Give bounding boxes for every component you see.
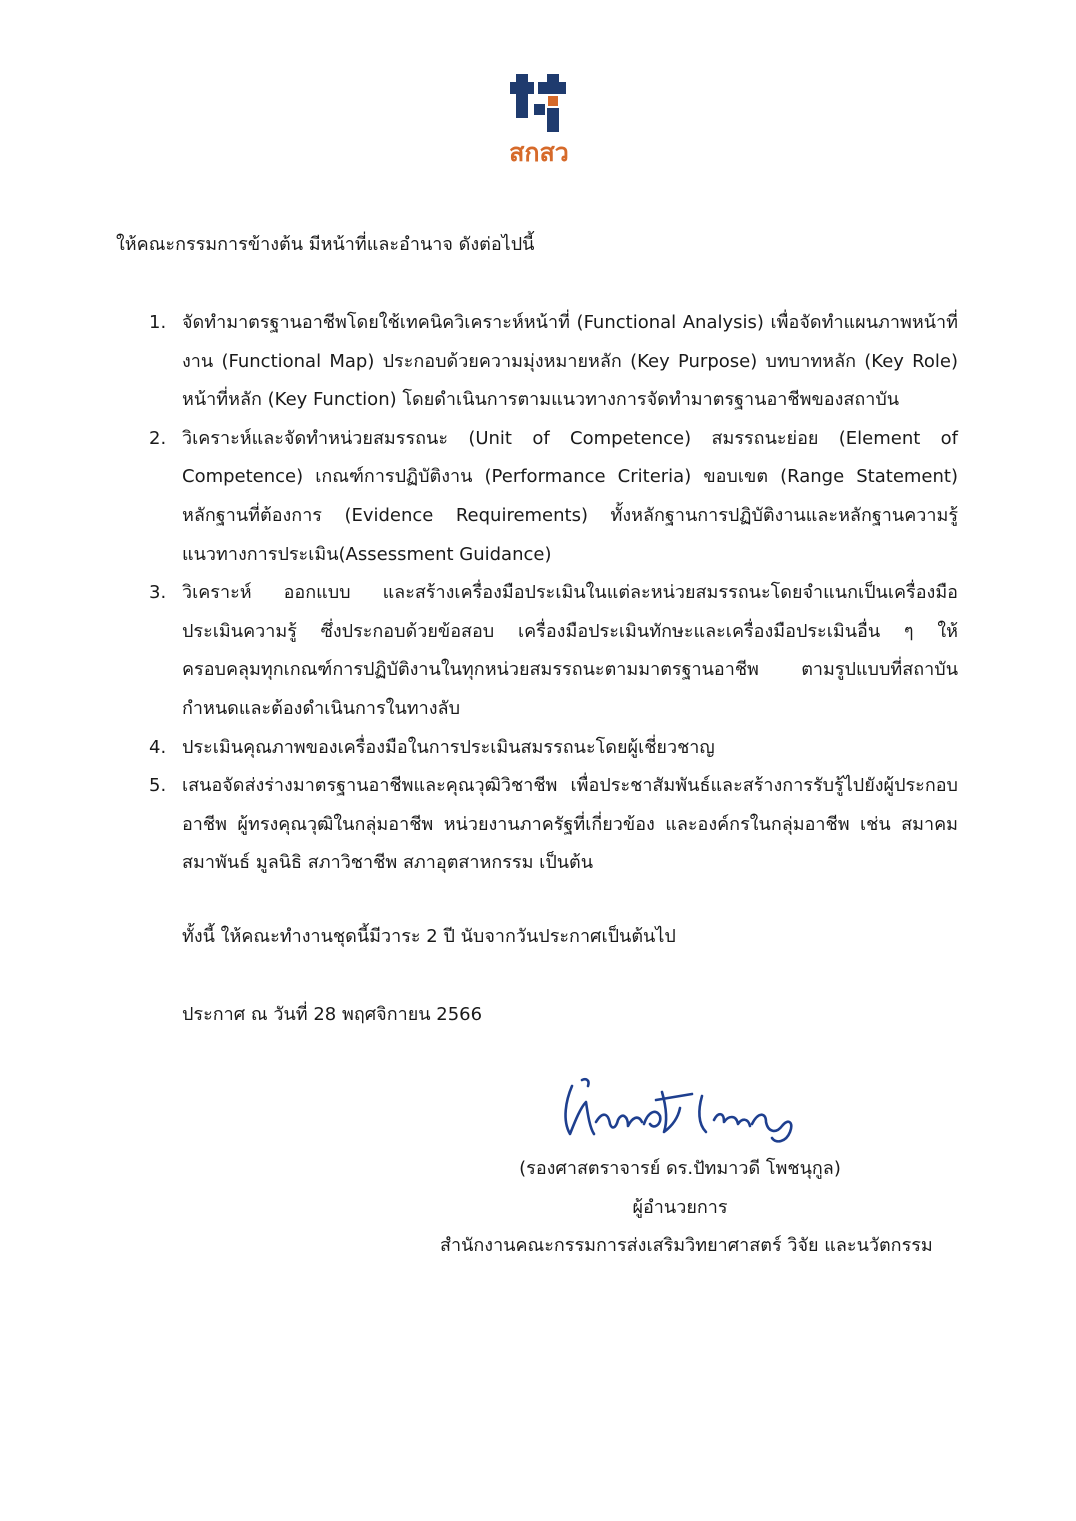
list-item xyxy=(149,767,958,883)
logo-text: สกสว xyxy=(509,139,569,167)
item-number: 2. xyxy=(149,427,167,449)
signatory-organization: สำนักงานคณะกรรมการส่งเสริมวิทยาศาสตร์ วิจัย และนวัตกรรม xyxy=(440,1235,933,1257)
item-number: 1. xyxy=(149,312,167,333)
list-item xyxy=(149,420,958,574)
duties-list xyxy=(149,304,958,883)
list-item xyxy=(149,574,958,728)
list-item xyxy=(149,304,958,420)
intro-paragraph: ให้คณะกรรมการข้างต้น มีหน้าที่และอำนาจ ดังต่อไปนี้ xyxy=(116,234,535,255)
signatory-block xyxy=(440,1150,933,1266)
handwritten-signature xyxy=(552,1072,812,1156)
list-item xyxy=(149,729,958,768)
announcement-date: ประกาศ ณ วันที่ 28 พฤศจิกายน 2566 xyxy=(182,1004,483,1025)
item-text: เสนอจัดส่งร่างมาตรฐานอาชีพและคุณวุฒิวิชาชีพ เพื่อประชาสัมพันธ์และสร้างการรับรู้ไปยังผู้ประกอบอาชีพ ผู้ทรงคุณวุฒิในกลุ่มอาชีพ หน่วยงานภาครัฐที่เกี่ยวข้อง และองค์กรในกลุ่มอาชีพ เช่น สมาคม สมาพันธ์ มูลนิธิ สภาวิชาชีพ สภาอุตสาหกรรม เป็นต้น xyxy=(182,775,958,874)
signatory-position: ผู้อำนวยการ xyxy=(632,1196,728,1218)
item-text: วิเคราะห์ ออกแบบ และสร้างเครื่องมือประเมินในแต่ละหน่วยสมรรถนะโดยจำแนกเป็นเครื่องมือประเมินความรู้ ซึ่งประกอบด้วยข้อสอบ เครื่องมือประเมินทักษะและเครื่องมือประเมินอื่น ๆ ให้ครอบคลุมทุกเกณฑ์การปฏิบัติงานในทุกหน่วยสมรรถนะตามมาตรฐานอาชีพ ตามรูปแบบที่สถาบันกำหนดและต้องดำเนินการในทางลับ xyxy=(182,582,958,719)
signatory-name: (รองศาสตราจารย์ ดร.ปัทมาวดี โพชนุกูล) xyxy=(519,1158,841,1179)
item-text: ประเมินคุณภาพของเครื่องมือในการประเมินสมรรถนะโดยผู้เชี่ยวชาญ xyxy=(182,736,715,758)
item-text: จัดทำมาตรฐานอาชีพโดยใช้เทคนิควิเคราะห์หน้าที่ (Functional Analysis) เพื่อจัดทำแผนภาพหน้าที่งาน (Functional Map) ประกอบด้วยความมุ่งหมายหลัก (Key Purpose) บทบาทหลัก (Key Role) หน้าที่หลัก (Key Function) โดยดำเนินการตามแนวทางการจัดทำมาตรฐานอาชีพของสถาบัน xyxy=(182,312,958,411)
item-number: 4. xyxy=(149,736,167,758)
item-number: 5. xyxy=(149,775,167,797)
logo-mark-icon xyxy=(498,74,580,136)
closing-statement: ทั้งนี้ ให้คณะทำงานชุดนี้มีวาระ 2 ปี นับจากวันประกาศเป็นต้นไป xyxy=(182,926,676,947)
item-number: 3. xyxy=(149,582,167,604)
item-text: วิเคราะห์และจัดทำหน่วยสมรรถนะ (Unit of Competence) สมรรถนะย่อย (Element of Competence) เกณฑ์การปฏิบัติงาน (Performance Criteria) ขอบเขต (Range Statement) หลักฐานที่ต้องการ (Evidence Requirements) ทั้งหลักฐานการปฏิบัติงานและหลักฐานความรู้ แนวทางการประเมิน(Assessment Guidance) xyxy=(182,427,958,565)
organization-logo xyxy=(498,74,580,174)
